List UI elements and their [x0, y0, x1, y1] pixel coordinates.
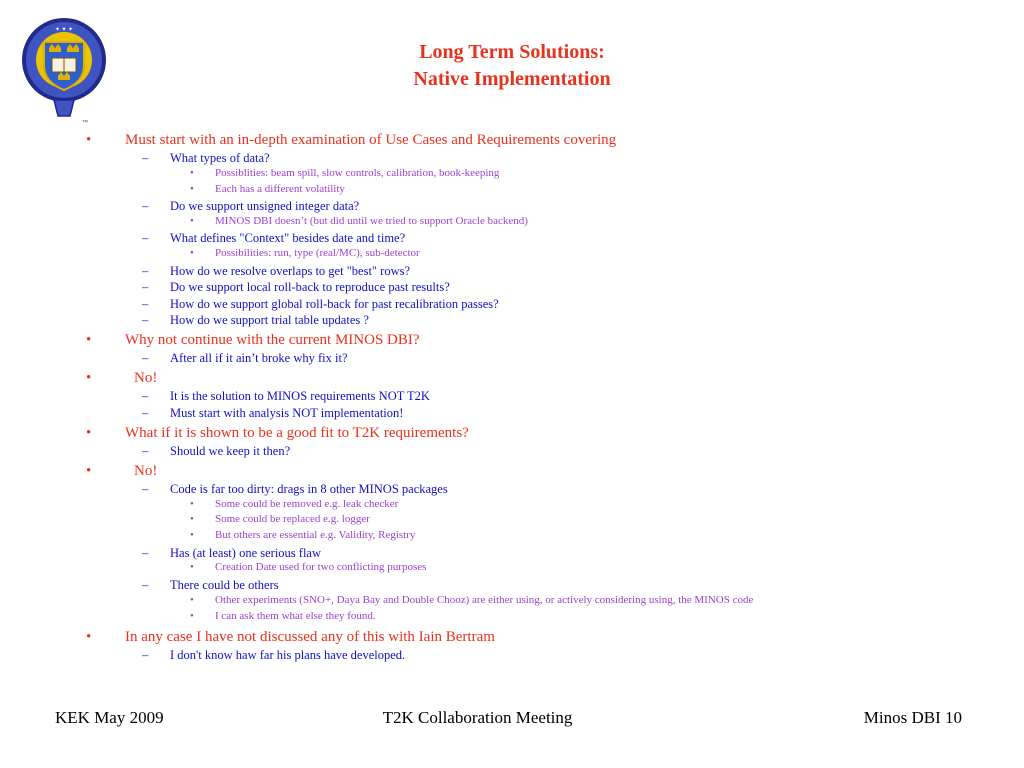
bullet-text: Why not continue with the current MINOS DBI? — [125, 332, 420, 349]
svg-text:™: ™ — [82, 120, 88, 126]
bullet-text: Must start with an in-depth examination of Use Cases and Requirements covering — [125, 132, 617, 148]
bullet-text: How do we support global roll-back for past recalibration passes? — [170, 296, 499, 311]
dash-marker: – — [142, 389, 149, 404]
dash-marker: – — [142, 647, 149, 662]
bullet-text: Some could be replaced e.g. logger — [215, 513, 370, 526]
dash-marker: – — [142, 263, 149, 278]
bullet-text: How do we resolve overlaps to get "best" rows? — [170, 263, 411, 278]
dash-marker: – — [142, 231, 149, 246]
dash-marker: – — [142, 296, 149, 311]
bullet-marker: • — [190, 247, 194, 260]
bullet-text: Has (at least) one serious flaw — [170, 545, 321, 560]
bullet-text: Do we support unsigned integer data? — [170, 199, 360, 214]
bullet-text: I don't know haw far his plans have developed. — [170, 647, 406, 662]
bullet-text: Possibilities: run, type (real/MC), sub-detector — [215, 247, 420, 260]
bullet-marker: • — [86, 132, 92, 148]
bullet-text: No! — [134, 462, 158, 479]
bullet-text: What defines "Context" besides date and time? — [170, 231, 406, 246]
bullet-text: How do we support trial table updates ? — [170, 313, 369, 328]
dash-marker: – — [142, 405, 149, 420]
bullet-text: Should we keep it then? — [170, 443, 291, 458]
bullet-marker: • — [86, 462, 92, 479]
bullet-marker: • — [190, 182, 194, 195]
bullet-marker: • — [86, 370, 92, 387]
dash-marker: – — [142, 443, 149, 458]
bullet-text: After all if it ain’t broke why fix it? — [170, 351, 348, 366]
bullet-text: Other experiments (SNO+, Daya Bay and Double Chooz) are either using, or actively considering using, the MINOS code — [215, 593, 754, 606]
dash-marker: – — [142, 577, 149, 592]
bullet-text: MINOS DBI doesn’t (but did until we tried to support Oracle backend) — [215, 214, 528, 227]
bullet-text: What if it is shown to be a good fit to T2K requirements? — [125, 424, 469, 441]
bullet-marker: • — [190, 166, 194, 179]
bullet-text: There could be others — [170, 577, 279, 592]
bullet-marker: • — [190, 497, 194, 510]
dash-marker: – — [142, 280, 149, 295]
bullet-text: No! — [134, 370, 158, 387]
svg-text:✦ ✦ ✦: ✦ ✦ ✦ — [54, 27, 74, 33]
bullet-text: Each has a different volatility — [215, 182, 345, 195]
dash-marker: – — [142, 151, 149, 165]
bullet-marker: • — [190, 214, 194, 227]
bullet-marker: • — [190, 609, 194, 622]
dash-marker: – — [142, 199, 149, 214]
dash-marker: – — [142, 351, 149, 366]
bullet-text: Do we support local roll-back to reproduce past results? — [170, 280, 450, 295]
footer-left: KEK May 2009 — [55, 708, 164, 727]
bullet-marker: • — [190, 561, 194, 574]
bullet-text: What types of data? — [170, 151, 270, 165]
bullet-marker: • — [190, 529, 194, 542]
footer-right: Minos DBI 10 — [863, 708, 962, 727]
bullet-marker: • — [86, 628, 92, 645]
bullet-marker: • — [190, 513, 194, 526]
bullet-marker: • — [86, 424, 92, 441]
bullet-text: Code is far too dirty: drags in 8 other MINOS packages — [170, 481, 448, 496]
bullet-marker: • — [86, 332, 92, 349]
bullet-text: But others are essential e.g. Validity, Registry — [215, 529, 416, 542]
bullet-text: Some could be removed e.g. leak checker — [215, 497, 399, 510]
slide-title-line-1: Long Term Solutions: — [419, 41, 605, 63]
dash-marker: – — [142, 545, 149, 560]
bullet-text: In any case I have not discussed any of this with Iain Bertram — [125, 628, 495, 645]
bullet-marker: • — [190, 593, 194, 606]
dash-marker: – — [142, 313, 149, 328]
dash-marker: – — [142, 481, 149, 496]
slide-title-line-2: Native Implementation — [413, 68, 611, 90]
bullet-text: Must start with analysis NOT implementation! — [170, 405, 404, 420]
bullet-text: It is the solution to MINOS requirements NOT T2K — [170, 389, 430, 404]
footer-center: T2K Collaboration Meeting — [382, 708, 573, 727]
bullet-text: Creation Date used for two conflicting purposes — [215, 561, 427, 574]
bullet-text: Possiblities: beam spill, slow controls, calibration, book-keeping — [215, 166, 500, 179]
bullet-text: I can ask them what else they found. — [215, 609, 376, 622]
